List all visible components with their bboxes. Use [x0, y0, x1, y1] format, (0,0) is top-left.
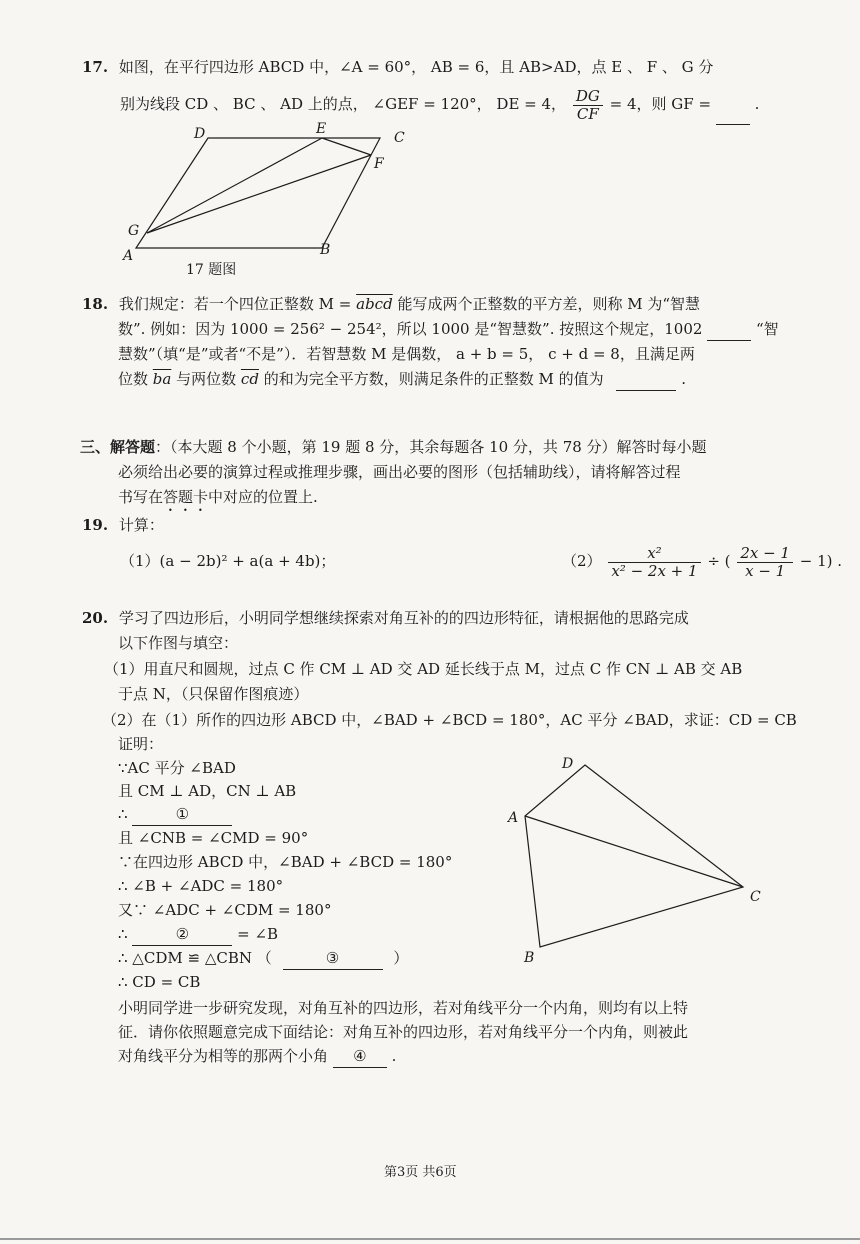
- q19-part2-mid: ÷ (: [707, 552, 731, 570]
- q17-segment-ef: [322, 138, 371, 155]
- q20-label-d: D: [562, 756, 574, 772]
- q20-figure: [500, 750, 780, 970]
- q17-text2a: 别为线段 CD 、 BC 、 AD 上的点， ∠GEF = 120°， DE = 4，: [120, 95, 567, 113]
- q20-diagonal-ac: [525, 816, 743, 887]
- q17-segment-fg: [147, 155, 371, 233]
- q17-label-e: E: [316, 121, 327, 137]
- q18-text4a: 位数: [118, 370, 149, 388]
- q20-proof-label: 证明：: [118, 735, 164, 753]
- q17-label-g: G: [128, 223, 140, 239]
- q19-frac1-num: x²: [608, 545, 700, 563]
- section3-title: 三、解答题: [80, 438, 156, 456]
- q20-step6: ∴ ∠B + ∠ADC = 180°: [118, 877, 284, 895]
- q20-line1: [82, 607, 689, 629]
- q20-part1-a: （1）用直尺和圆规，过点 C 作 CM ⊥ AD 交 AD 延长线于点 M，过点 C 作 CN ⊥ AB 交 AB: [104, 660, 743, 678]
- q19-title: 计算：: [118, 516, 164, 534]
- q17-label-d: D: [194, 126, 206, 142]
- q17-caption: 17 题图: [186, 262, 237, 278]
- q20-step7: 又∵ ∠ADC + ∠CDM = 180°: [118, 901, 332, 919]
- q20-step8-suffix: = ∠B: [237, 925, 279, 943]
- q20-text1: 学习了四边形后，小明同学想继续探索对角互补的的四边形特征，请根据他的思路完成: [118, 609, 689, 627]
- q18-text4b: 与两位数: [176, 370, 237, 388]
- q17-parallelogram: [136, 138, 380, 248]
- q20-conclusion3: [118, 1045, 396, 1068]
- q20-step3: [118, 803, 232, 826]
- q19-frac1: [608, 545, 700, 580]
- q19-frac2-num: 2x − 1: [737, 545, 793, 563]
- q20-step3-prefix: ∴: [118, 805, 128, 823]
- q20-step8-prefix: ∴: [118, 925, 128, 943]
- q20-blank1[interactable]: ①: [132, 803, 232, 826]
- q17-fraction: [573, 88, 603, 123]
- scan-edge: [0, 1238, 860, 1240]
- q20-step5: ∵在四边形 ABCD 中，∠BAD + ∠BCD = 180°: [118, 853, 453, 871]
- q18-text2a: 数”. 例如：因为 1000 = 256² − 254²，所以 1000 是“智慧数”. 按照这个规定，1002: [118, 320, 703, 338]
- q20-part1-b: 于点 N，（只保留作图痕迹）: [118, 685, 309, 703]
- q17-number: 17.: [82, 58, 109, 76]
- q18-text4c: 的和为完全平方数，则满足条件的正整数 M 的值为: [263, 370, 604, 388]
- q18-text4-end: .: [681, 370, 686, 388]
- q17-line2: [120, 84, 759, 124]
- section3-answer-card: 答题卡: [163, 488, 209, 506]
- q20-part2: （2）在（1）所作的四边形 ABCD 中，∠BAD + ∠BCD = 180°，AC 平分 ∠BAD，求证：CD = CB: [102, 711, 797, 729]
- q19-part1: （1）(a − 2b)² + a(a + 4b)；: [120, 552, 336, 570]
- q18-line3: 慧数”（填“是”或者“不是”）．若智慧数 M 是偶数， a + b = 5， c + d = 8，且满足两: [118, 345, 695, 363]
- q17-answer-blank[interactable]: [716, 84, 750, 125]
- q19-part2: [562, 538, 842, 584]
- q20-step9a: ∴ △CDM ≌ △CBN （: [118, 949, 272, 967]
- section3-text1: ：（本大题 8 个小题，第 19 题 8 分，其余每题各 10 分，共 78 分）解答时每小题: [155, 438, 707, 456]
- q18-cd: $\overline{cd}$: [240, 370, 259, 388]
- q20-step10: ∴ CD = CB: [118, 973, 201, 991]
- q20-step9b: ）: [393, 949, 409, 967]
- q20-step8: [118, 923, 278, 946]
- q20-conc3-text: 对角线平分为相等的那两个小角: [118, 1047, 329, 1065]
- q20-step1: ∵AC 平分 ∠BAD: [118, 759, 236, 777]
- q17-line1: [82, 56, 713, 78]
- q17-text2-end: .: [754, 95, 760, 113]
- q19-number: 19.: [82, 516, 109, 534]
- q20-blank2[interactable]: ②: [132, 923, 232, 946]
- q17-frac-num: DG: [573, 88, 603, 106]
- q19-line1: [82, 514, 164, 536]
- q18-line1: [82, 293, 700, 315]
- q18-text2b: “智: [755, 320, 779, 338]
- q18-ba: $\overline{ba}$: [152, 370, 172, 388]
- page-footer: 第3页 共6页: [384, 1165, 457, 1180]
- q19-frac2-den: x − 1: [745, 561, 786, 580]
- q17-figure: [110, 120, 410, 290]
- q20-line2: 以下作图与填空：: [118, 634, 239, 652]
- q17-text1: 如图，在平行四边形 ABCD 中，∠A = 60°， AB = 6，且 AB>AD，点 E 、 F 、 G 分: [118, 58, 714, 76]
- q20-step4: 且 ∠CNB = ∠CMD = 90°: [118, 829, 309, 847]
- q17-label-a: A: [123, 248, 134, 264]
- q19-frac1-den: x² − 2x + 1: [611, 561, 698, 580]
- q20-blank4[interactable]: ④: [333, 1045, 387, 1068]
- q18-blank1[interactable]: [707, 318, 751, 341]
- q20-label-c: C: [750, 889, 761, 905]
- q17-label-f: F: [374, 156, 384, 172]
- q19-frac2: [737, 545, 793, 580]
- section3-line1: [80, 436, 707, 458]
- section3-text3a: 书写在: [118, 488, 164, 506]
- q18-blank2[interactable]: [616, 368, 676, 391]
- q18-text1a: 我们规定：若一个四位正整数 M =: [118, 295, 352, 313]
- q17-segment-eg: [147, 138, 322, 233]
- q17-frac-den: CF: [576, 104, 599, 123]
- q17-label-b: B: [320, 242, 331, 258]
- q18-line2: [118, 318, 779, 341]
- q20-step2: 且 CM ⊥ AD，CN ⊥ AB: [118, 782, 297, 800]
- q20-quadrilateral: [525, 765, 743, 947]
- q20-blank3[interactable]: ③: [283, 947, 383, 970]
- q20-step9: [118, 947, 408, 970]
- section3-text3b: 中对应的位置上.: [208, 488, 318, 506]
- q20-conc3-end: .: [391, 1047, 397, 1065]
- q18-abcd: abcd: [356, 295, 393, 313]
- q18-line4: [118, 368, 686, 391]
- q20-label-b: B: [524, 950, 535, 966]
- section3-line2: 必须给出必要的演算过程或推理步骤，画出必要的图形（包括辅助线），请将解答过程: [118, 463, 681, 481]
- q20-conclusion2: 征．请你依照题意完成下面结论：对角互补的四边形，若对角线平分一个内角，则被此: [118, 1023, 689, 1041]
- q17-label-c: C: [394, 130, 405, 146]
- section3-line3: [118, 486, 318, 515]
- q19-part2-prefix: （2）: [562, 552, 602, 570]
- q20-number: 20.: [82, 609, 109, 627]
- q20-label-a: A: [508, 810, 519, 826]
- q18-number: 18.: [82, 295, 109, 313]
- q20-conclusion1: 小明同学进一步研究发现，对角互补的四边形，若对角线平分一个内角，则均有以上特: [118, 999, 689, 1017]
- q17-text2b: = 4，则 GF =: [609, 95, 712, 113]
- q18-text1b: 能写成两个正整数的平方差，则称 M 为“智慧: [397, 295, 701, 313]
- q19-part2-end: − 1) .: [799, 552, 843, 570]
